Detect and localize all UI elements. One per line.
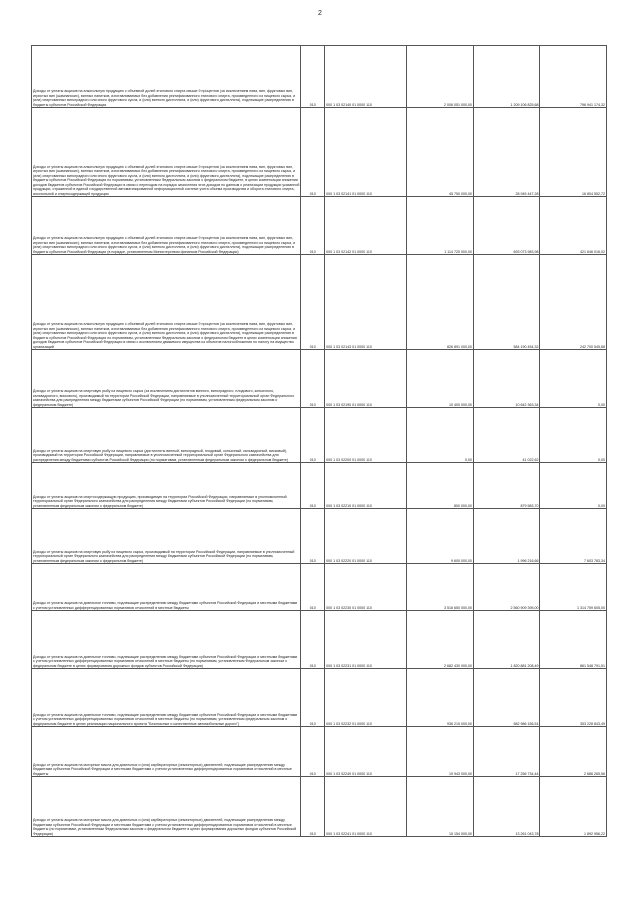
page-number: 2 [318, 10, 322, 17]
row-line-code: 010 [301, 611, 325, 669]
row-executed: 28 945 447,28 [473, 108, 540, 197]
row-executed: 1 820 881 208,49 [473, 611, 540, 669]
row-line-code: 010 [301, 197, 325, 255]
row-description: Доходы от уплаты акцизов на спиртосодержащую продукцию, производимую на территории Российской Федерации, направляемые в уполномоченный территориальный орган Федерального казначейства для распределения между бюджетами субъектов Российской Федерации (по нормативам, установленным федеральным законом о федеральном бюджете) [32, 463, 301, 509]
table-row [32, 777, 607, 837]
row-description: Доходы от уплаты акцизов на дизельное топливо, подлежащие распределению между бюджетами субъектов Российской Федерации и местными бюджетами с учетом установленных дифференцированных нормативов отчислений в местные бюджеты (по нормативам, установленным федеральным законом о федеральном бюджете в целях реализации национального проекта "Безопасные и качественные автомобильные дороги") [32, 669, 301, 727]
table-row [32, 108, 607, 197]
table-row [32, 669, 607, 727]
row-line-code: 010 [301, 463, 325, 509]
row-line-code: 010 [301, 777, 325, 837]
row-remaining: 353 228 843,49 [540, 669, 607, 727]
row-kbk-code: 000 1 03 02220 01 0000 110 [325, 509, 407, 564]
row-description: Доходы от уплаты акцизов на спиртовую рыбу из пищевого сырья (за исключением дистиллятов винного, виноградного, плодового, коньячного, кальвадосного, вискового), производимый на территории Российской Федерации, направляемые в уполномоченный территориальный орган Федерального казначейства для распределения между бюджетами субъектов Российской Федерации (по нормативам, установленным федеральным законом о федеральном бюджете) [32, 350, 301, 408]
row-kbk-code: 000 1 03 02140 01 0000 110 [325, 46, 407, 108]
row-executed: 13 261 043,78 [473, 777, 540, 837]
table-row [32, 564, 607, 611]
row-line-code: 010 [301, 108, 325, 197]
row-kbk-code: 000 1 03 02142 01 0000 110 [325, 197, 407, 255]
table-row [32, 350, 607, 408]
row-description: Доходы от уплаты акцизов на моторные масла для дизельных и (или) карбюраторных (инжекторных) двигателей, подлежащие распределению между бюджетами субъектов Российской Федерации и местными бюджетами с учетом установленных дифференцированных нормативов отчислений в местные бюджеты [32, 727, 301, 777]
row-executed: 17 256 734,44 [473, 727, 540, 777]
row-approved: 45 750 000,00 [407, 108, 474, 197]
table-row [32, 197, 607, 255]
row-approved: 826 891 000,00 [407, 255, 474, 350]
row-approved: 3 516 650 000,00 [407, 564, 474, 611]
row-approved: 19 943 000,00 [407, 727, 474, 777]
row-kbk-code: 000 1 03 02141 01 0000 110 [325, 108, 407, 197]
row-kbk-code: 000 1 03 02190 01 0000 110 [325, 350, 407, 408]
row-remaining: 861 548 791,51 [540, 611, 607, 669]
row-remaining: 796 941 174,32 [540, 46, 607, 108]
row-remaining: 242 700 545,68 [540, 255, 607, 350]
row-remaining: 0,00 [540, 350, 607, 408]
row-description: Доходы от уплаты акцизов на алкогольную продукцию с объемной долей этилового спирта свыше 9 процентов (за исключением пива, вин, фруктовых вин, игристых вин (шампанских), винных напитков, изготавливаемых без добавления ректификованного этилового спирта, произведенного из пищевого сырья, и (или) спиртованных виноградного или иного фруктового сусла, и (или) винного дистиллята, и (или) фруктового дистиллята), подлежащие распределению в бюджеты субъектов Российской Федерации (в порядке, установленном Министерством финансов Российской Федерации) [32, 197, 301, 255]
row-kbk-code: 000 1 03 02240 01 0000 110 [325, 727, 407, 777]
row-remaining: 7 603 783,34 [540, 509, 607, 564]
row-remaining: 1 314 759 605,00 [540, 564, 607, 611]
row-kbk-code: 000 1 03 02143 01 0000 110 [325, 255, 407, 350]
row-approved: 800 000,00 [407, 463, 474, 509]
row-executed: 1 996 216,66 [473, 509, 540, 564]
row-approved: 1 114 720 000,00 [407, 197, 474, 255]
row-description: Доходы от уплаты акцизов на дизельное топливо, подлежащие распределению между бюджетами субъектов Российской Федерации и местными бюджетами с учетом установленных дифференцированных нормативов отчислений в местные бюджеты [32, 564, 301, 611]
row-kbk-code: 000 1 03 02241 01 0000 110 [325, 777, 407, 837]
table-row [32, 463, 607, 509]
table-row [32, 727, 607, 777]
table-row [32, 509, 607, 564]
row-remaining: 421 646 016,02 [540, 197, 607, 255]
row-line-code: 010 [301, 350, 325, 408]
row-remaining: 0,00 [540, 463, 607, 509]
row-kbk-code: 000 1 03 02232 01 0000 110 [325, 669, 407, 727]
row-approved: 15 154 000,00 [407, 777, 474, 837]
row-description: Доходы от уплаты акцизов на моторные масла для дизельных и (или) карбюраторных (инжекторных) двигателей, подлежащие распределению между бюджетами субъектов Российской Федерации и местными бюджетами с учетом установленных дифференцированных нормативов отчислений в местные бюджеты (по нормативам, установленным Федеральным законом о федеральном бюджете в целях формирования дорожных фондов субъектов Российской Федерации) [32, 777, 301, 837]
row-line-code: 010 [301, 255, 325, 350]
row-remaining: 0,00 [540, 408, 607, 463]
table-row [32, 408, 607, 463]
row-executed: 10 642 363,34 [473, 350, 540, 408]
row-approved: 0,00 [407, 408, 474, 463]
row-kbk-code: 000 1 03 02230 01 0000 110 [325, 564, 407, 611]
row-approved: 9 600 000,00 [407, 509, 474, 564]
row-executed: 41 022,62 [473, 408, 540, 463]
row-approved: 936 215 000,00 [407, 669, 474, 727]
row-approved: 10 400 000,00 [407, 350, 474, 408]
row-line-code: 010 [301, 564, 325, 611]
row-line-code: 010 [301, 408, 325, 463]
row-remaining: 1 892 956,22 [540, 777, 607, 837]
row-description: Доходы от уплаты акцизов на алкогольную продукцию с объемной долей этилового спирта свыше 9 процентов (за исключением пива, вин, фруктовых вин, игристых вин (шампанских), винных напитков, изготавливаемых без добавления ректификованного этилового спирта, произведенного из пищевого сырья, и (или) спиртованных виноградного или иного фруктового сусла, и (или) винного дистиллята, и (или) фруктового дистиллята), подлежащие распределению в бюджеты субъектов Российской Федерации по нормативам, установленным Федеральным законом о федеральном бюджете, в целях компенсации снижения доходов бюджетов субъектов Российской Федерации в связи с переходом на порядок зачисления этих доходов по данным о реализации продукции указанной продукции, отраженной в единой государственной автоматизированной информационной системе учета объема производства и оборота этилового спирта, алкогольной и спиртосодержащей продукции [32, 108, 301, 197]
row-kbk-code: 000 1 03 02231 01 0000 110 [325, 611, 407, 669]
row-executed: 582 986 156,51 [473, 669, 540, 727]
row-description: Доходы от уплаты акцизов на спиртовую рыбу из пищевого сырья (дистилляты винный, виноградный, плодовый, коньячный, кальвадосный, висковый), производимый на территории Российской Федерации, направляемые в уполномоченный территориальный орган Федерального казначейства для распределения между бюджетами субъектов Российской Федерации (по нормативам, установленным федеральным законом о федеральном бюджете) [32, 408, 301, 463]
revenue-table [31, 45, 607, 837]
row-remaining: 2 686 265,56 [540, 727, 607, 777]
table-row [32, 255, 607, 350]
row-executed: 693 073 983,98 [473, 197, 540, 255]
row-line-code: 010 [301, 46, 325, 108]
table-row [32, 46, 607, 108]
row-line-code: 010 [301, 727, 325, 777]
row-description: Доходы от уплаты акцизов на спиртовую рыбу из пищевого сырья, производимый на территории Российской Федерации, направляемые в уполномоченный территориальный орган Федерального казначейства для распределения между бюджетами субъектов Российской Федерации (по нормативам, установленным федеральным законом о федеральном бюджете) [32, 509, 301, 564]
row-approved: 2 006 051 000,00 [407, 46, 474, 108]
row-kbk-code: 000 1 03 02210 01 0000 110 [325, 463, 407, 509]
row-description: Доходы от уплаты акцизов на дизельное топливо, подлежащие распределению между бюджетами субъектов Российской Федерации и местными бюджетами с учетом установленных дифференцированных нормативов отчислений в местные бюджеты (по нормативам, установленным Федеральным законом о федеральном бюджете в целях формирования дорожных фондов субъектов Российской Федерации) [32, 611, 301, 669]
table-row [32, 611, 607, 669]
row-remaining: 16 804 552,72 [540, 108, 607, 197]
row-executed: 1 209 106 825,68 [473, 46, 540, 108]
row-approved: 2 682 430 000,00 [407, 611, 474, 669]
row-executed: 2 560 909 395,00 [473, 564, 540, 611]
row-executed: 879 583,70 [473, 463, 540, 509]
row-description: Доходы от уплаты акцизов на алкогольную продукцию с объемной долей этилового спирта свыше 9 процентов (за исключением пива, вин, фруктовых вин, игристых вин (шампанских), винных напитков, изготавливаемых без добавления ректификованного этилового спирта, произведенного из пищевого сырья, и (или) спиртованных виноградного или иного фруктового сусла, и (или) винного дистиллята, и (или) фруктового дистиллята), подлежащие распределению в бюджеты субъектов Российской Федерации [32, 46, 301, 108]
row-kbk-code: 000 1 03 02200 01 0000 110 [325, 408, 407, 463]
row-executed: 584 190 454,32 [473, 255, 540, 350]
row-line-code: 010 [301, 669, 325, 727]
row-description: Доходы от уплаты акцизов на алкогольную продукцию с объемной долей этилового спирта свыше 9 процентов (за исключением пива, вин, фруктовых вин, игристых вин (шампанских), винных напитков, изготавливаемых без добавления ректификованного этилового спирта, произведенного из пищевого сырья, и (или) спиртованных виноградного или иного фруктового сусла, и (или) винного дистиллята, и (или) фруктового дистиллята), подлежащие распределению в бюджеты субъектов Российской Федерации по нормативам, установленным Федеральным законом о федеральном бюджете в целях компенсации снижения доходов бюджетов субъектов Российской Федерации в связи с исключением движимого имущества из объектов налогообложения по налогу на имущество организаций [32, 255, 301, 350]
row-line-code: 010 [301, 509, 325, 564]
